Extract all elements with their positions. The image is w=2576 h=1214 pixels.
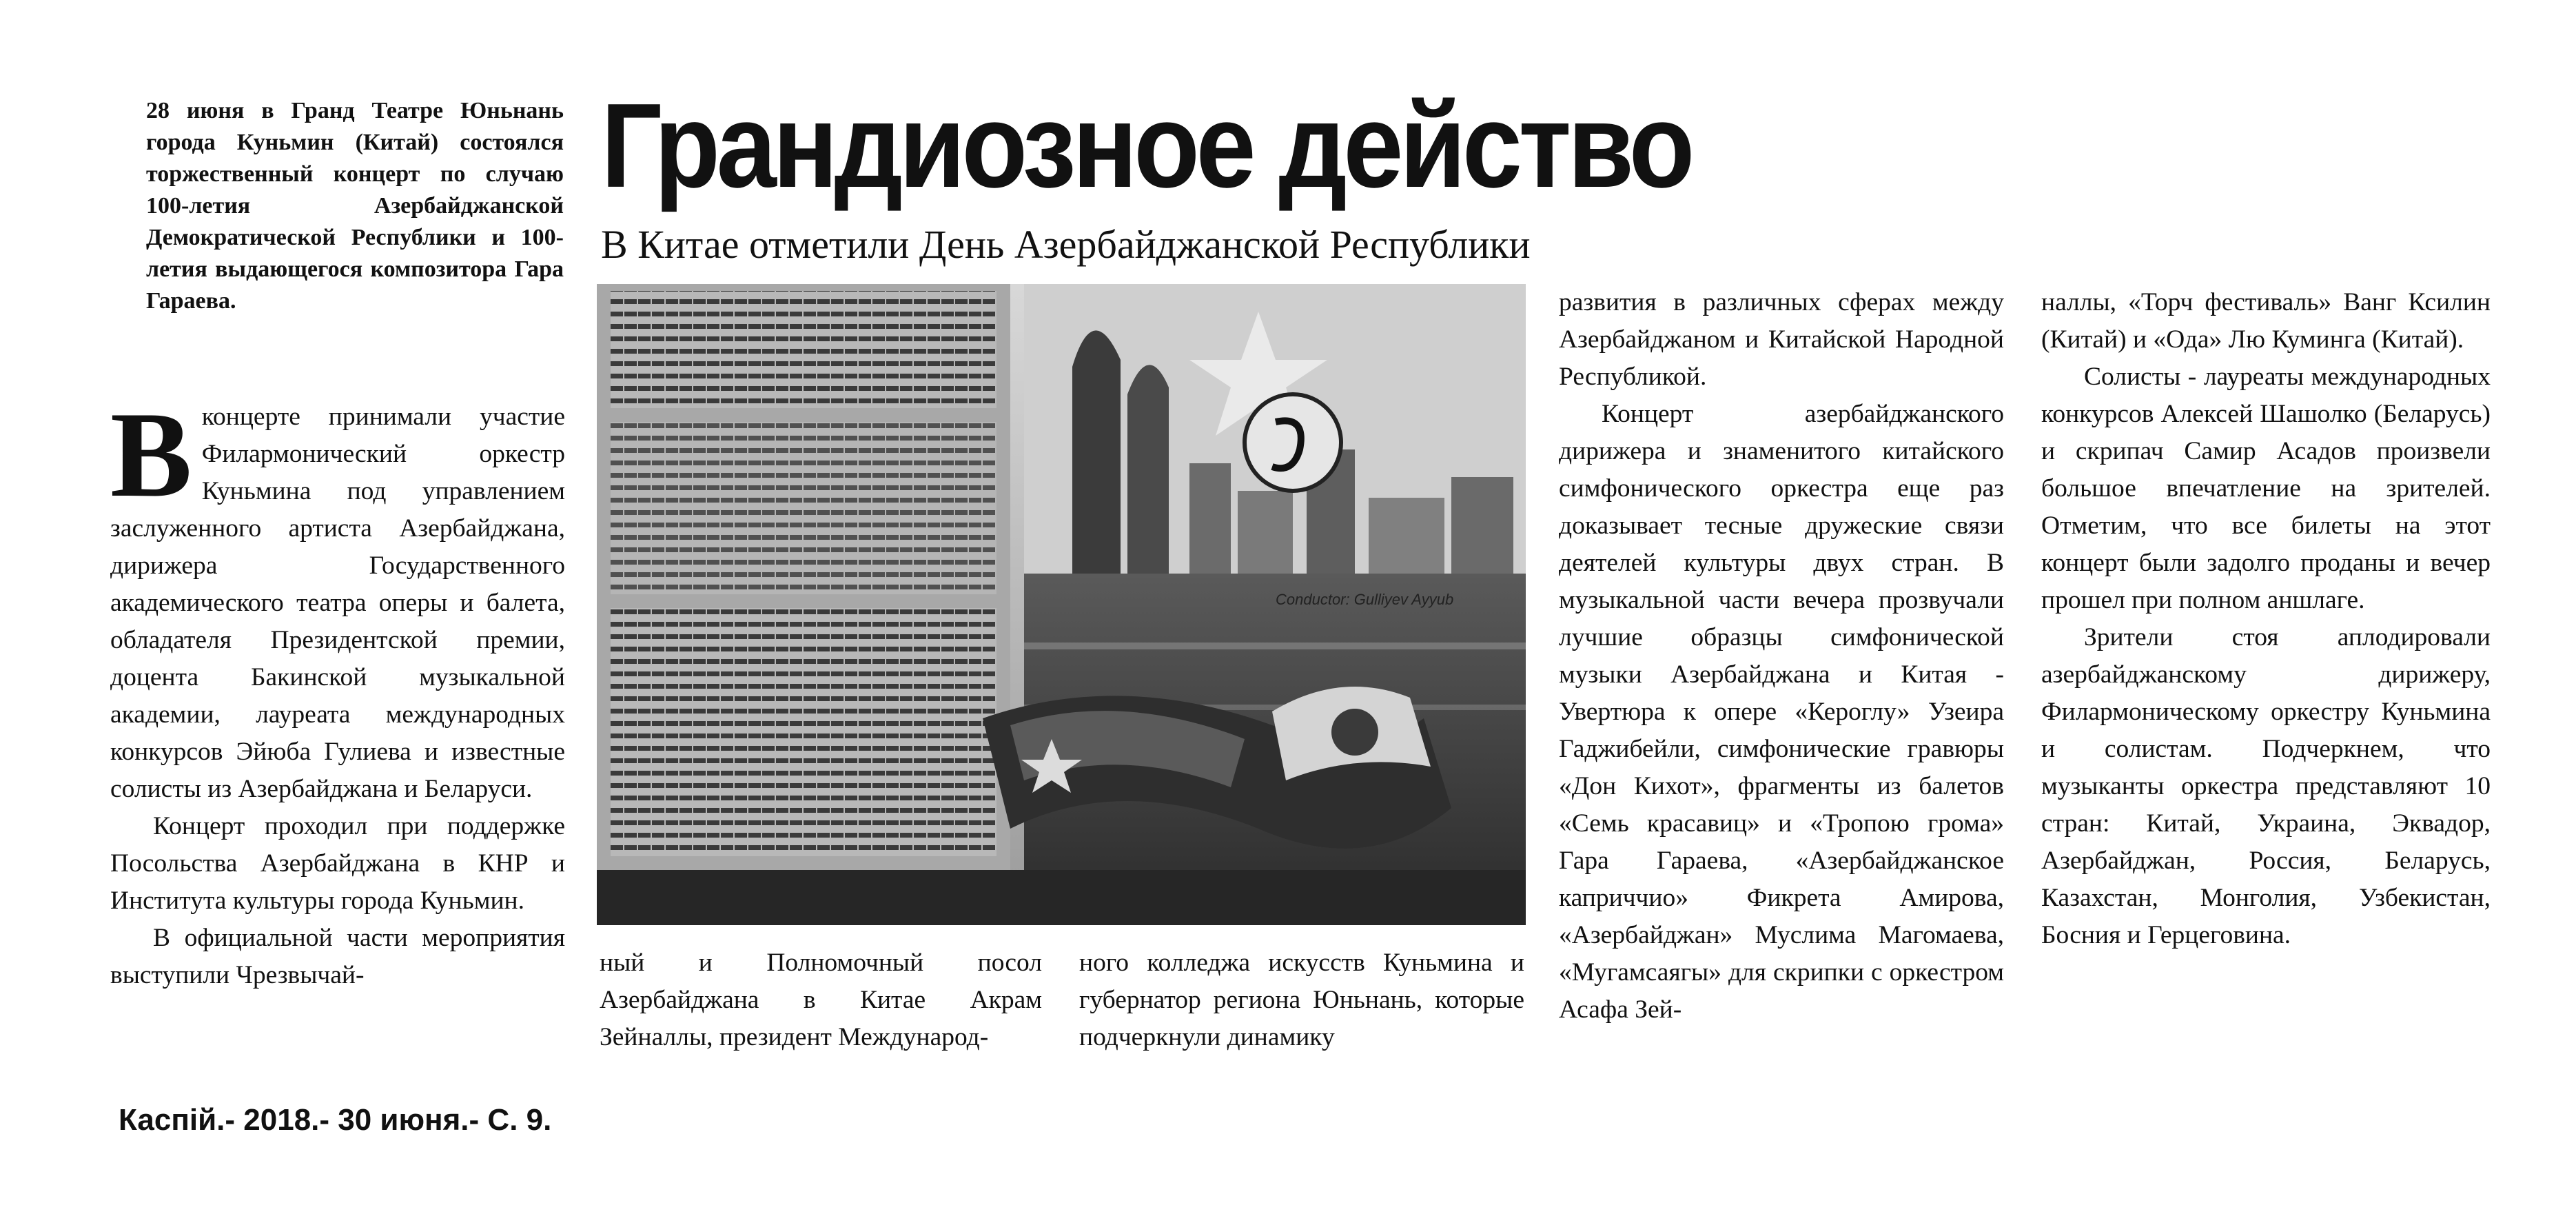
text-column-3 (1079, 944, 1524, 1056)
photo-caption: Conductor: Gulliyev Ayyub (1276, 591, 1454, 608)
drop-cap: В (110, 386, 192, 523)
text-column-2 (600, 944, 1042, 1056)
paragraph: развития в различных сферах между Азербайджаном и Китайской Народной Республикой. (1559, 288, 2004, 391)
subheadline: В Китае отметили День Азербайджанской Республики (601, 222, 1531, 267)
headline: Грандиозное действо (601, 78, 1691, 212)
text-column-1 (110, 386, 565, 994)
paragraph: Концерт проходил при поддержке Посольства Азербайджана в КНР и Института культуры города Куньмин. (110, 812, 565, 915)
paragraph (110, 386, 565, 808)
paragraph: Концерт азербайджанского дирижера и знаменитого китайского симфонического оркестра еще раз доказывает тесные дружеские связи деятелей культуры двух стран. В музыкальной части вечера прозвучали лучшие образцы симфонической музыки Азербайджана и Китая - Увертюра к опере «Кероглу» Узеира Гаджибейли, симфонические гравюры «Дон Кихот», фрагменты из балетов «Семь красавиц» и «Тропою грома» Гара Гараева, «Азербайджанское каприччио» Фикрета Амирова, «Азербайджан» Муслима Магомаева, «Мугамсаягы» для скрипки с оркестром Асафа Зей- (1559, 400, 2004, 1024)
concert-photo (597, 284, 1526, 925)
paragraph: наллы, «Торч фестиваль» Ванг Ксилин (Китай) и «Ода» Лю Куминга (Китай). (2041, 288, 2491, 354)
paragraph: ного колледжа искусств Куньмина и губернатор региона Юньнань, которые подчеркнули динамику (1079, 949, 1524, 1051)
text-column-5 (2041, 284, 2491, 954)
paragraph: В официальной части мероприятия выступили Чрезвычай- (110, 924, 565, 989)
article-lead (146, 95, 564, 317)
text-column-4 (1559, 284, 2004, 1029)
paragraph: Зрители стоя аплодировали азербайджанскому дирижеру, Филармоническому оркестру Куньмина и солистам. Подчеркнем, что музыканты оркестра представляют 10 стран: Китай, Украина, Эквадор, Азербайджан, Россия, Беларусь, Казахстан, Монголия, Узбекистан, Босния и Герцеговина. (2041, 623, 2491, 949)
lead-text: 28 июня в Гранд Театре Юньнань города Куньмин (Китай) состоялся торжественный концерт по случаю 100-летия Азербайджанской Демократической Республики и 100-летия выдающегося композитора Гара Гараева. (146, 98, 564, 314)
source-citation: Каспій.- 2018.- 30 июня.- С. 9. (119, 1103, 552, 1137)
paragraph-text: концерте принимали участие Филармонический оркестр Куньмина под управлением заслуженного артиста Азербайджана, дирижера Государственного академического театра оперы и балета, обладателя Президентской премии, доцента Бакинской музыкальной академии, лауреата международных конкурсов Эйюба Гулиева и известные солисты из Азербайджана и Беларуси. (110, 403, 565, 803)
paragraph: ный и Полномочный посол Азербайджана в Китае Акрам Зейналлы, президент Международ- (600, 949, 1042, 1051)
paragraph: Солисты - лауреаты международных конкурсов Алексей Шашолко (Беларусь) и скрипач Самир Асадов произвели большое впечатление на зрителей. Отметим, что все билеты на этот концерт были задолго проданы и вечер прошел при полном аншлаге. (2041, 363, 2491, 614)
